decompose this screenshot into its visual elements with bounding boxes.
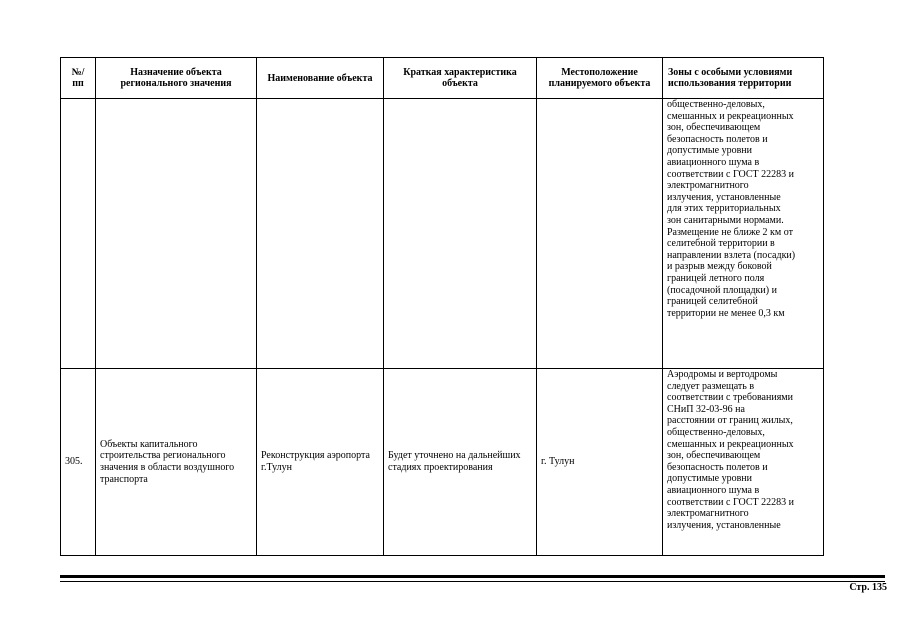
cell-purpose: Объекты капитального строительства регионального значения в области воздушного транспорта bbox=[96, 369, 257, 556]
cell-zones: Аэродромы и вертодромы следует размещать в соответствии с требованиями СНиП 32-03-96 на расстоянии от границ жилых, общественно-деловых, смешанных и рекреационных зон, обеспечивающем безопасность полетов и допустимые уровни авиационного шума в соответствии с ГОСТ 22283 и электромагнитного излучения, установленные bbox=[667, 369, 794, 531]
header-purpose: Назначение объекта регионального значения bbox=[96, 58, 257, 99]
cell-zones: общественно-деловых, смешанных и рекреационных зон, обеспечивающем безопасность полетов и допустимые уровни авиационного шума в соответствии с ГОСТ 22283 и электромагнитного излучения, установленные для этих территориальных зон санитарными нормами. Размещение не ближе 2 км от селитебной территории в направлении взлета (посадки) и разрыв между боковой границей летного поля (посадочной площадки) и границей селитебной территории не менее 0,3 км bbox=[667, 99, 796, 319]
cell-purpose bbox=[96, 99, 257, 369]
regional-objects-table bbox=[60, 57, 824, 556]
cell-characteristic bbox=[384, 99, 537, 369]
cell-number bbox=[61, 99, 96, 369]
cell-zones-container bbox=[663, 99, 824, 369]
footer-rule-thin bbox=[60, 581, 885, 582]
header-zones: Зоны с особыми условиями использования территории bbox=[663, 58, 824, 99]
cell-zones-container bbox=[663, 369, 824, 556]
cell-location bbox=[537, 99, 663, 369]
page-number: Стр. 135 bbox=[849, 582, 887, 593]
cell-characteristic: Будет уточнено на дальнейших стадиях проектирования bbox=[384, 369, 537, 556]
header-location: Местоположение планируемого объекта bbox=[537, 58, 663, 99]
header-number: №/ пп bbox=[61, 58, 96, 99]
header-characteristic: Краткая характеристика объекта bbox=[384, 58, 537, 99]
cell-number: 305. bbox=[61, 369, 96, 556]
table-row bbox=[61, 99, 824, 369]
cell-location: г. Тулун bbox=[537, 369, 663, 556]
header-name: Наименование объекта bbox=[257, 58, 384, 99]
cell-name bbox=[257, 99, 384, 369]
table-row bbox=[61, 369, 824, 556]
footer-rule-thick bbox=[60, 575, 885, 578]
cell-name: Реконструкция аэропорта г.Тулун bbox=[257, 369, 384, 556]
table-header-row bbox=[61, 58, 824, 99]
